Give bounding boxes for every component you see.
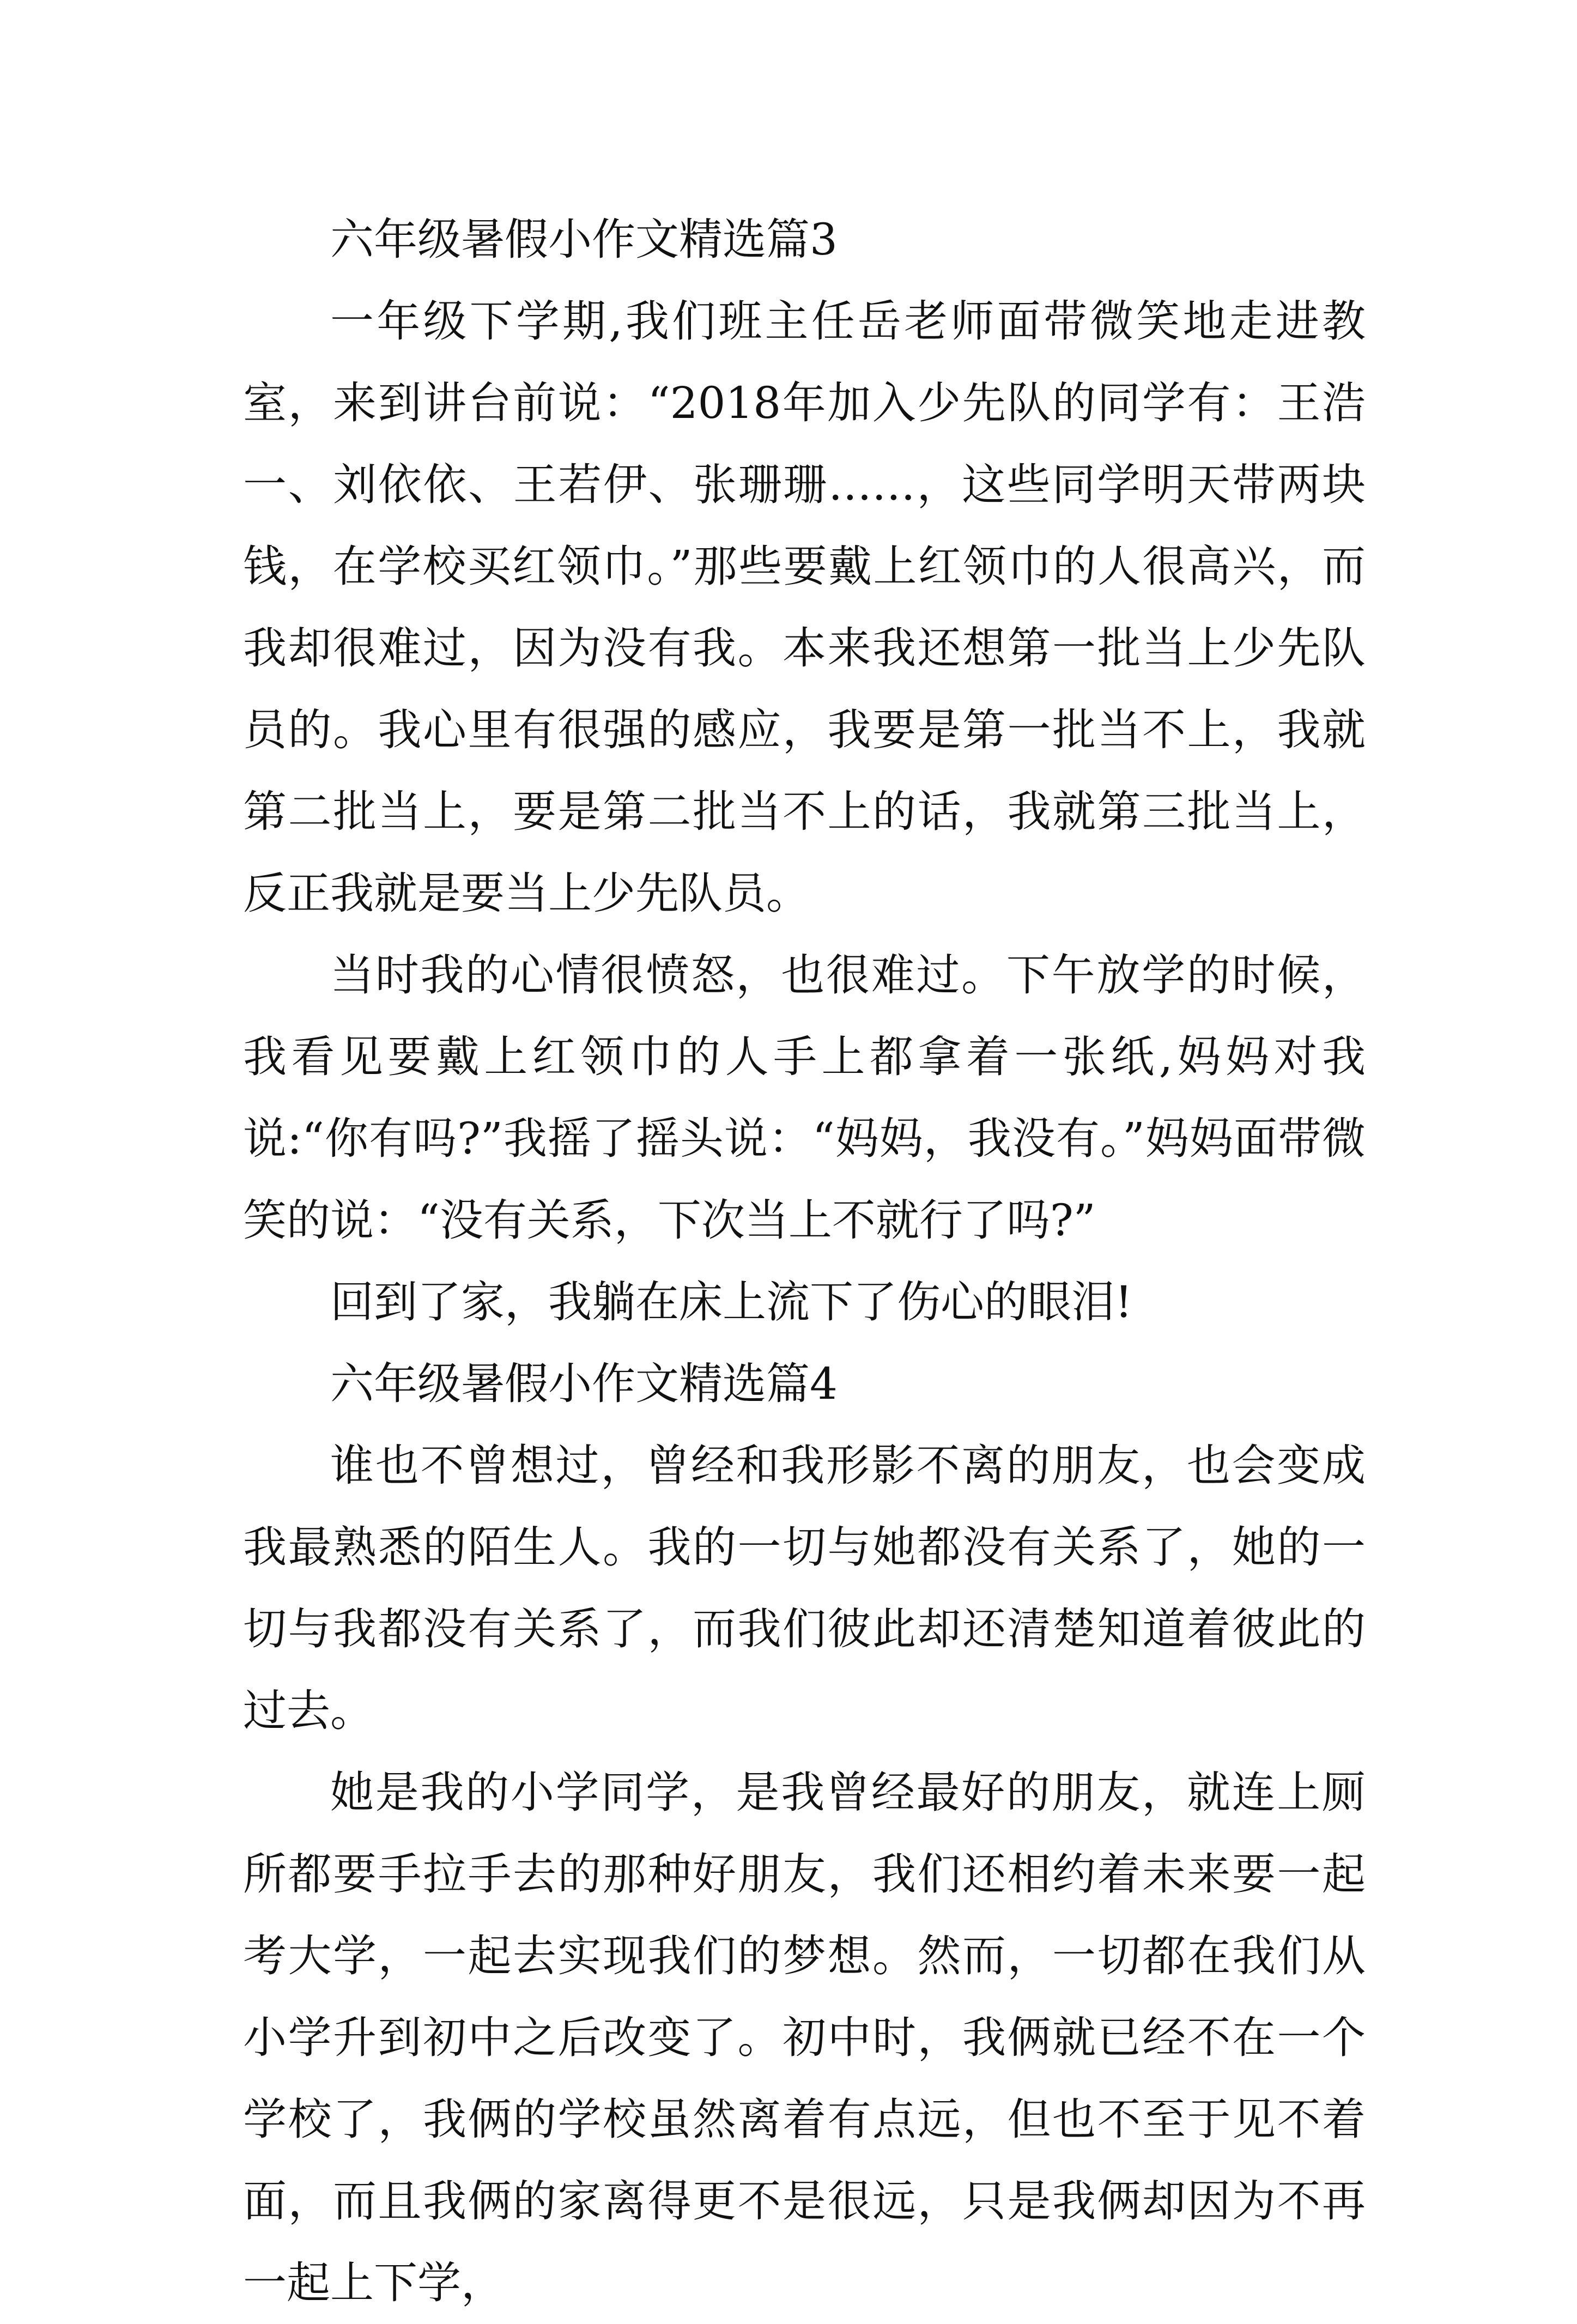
- paragraph: 谁也不曾想过，曾经和我形影不离的朋友，也会变成我最熟悉的陌生人。我的一切与她都没有关系了，她的一切与我都没有关系了，而我们彼此却还清楚知道着彼此的过去。: [243, 1440, 1366, 1736]
- paragraph: 一年级下学期,我们班主任岳老师面带微笑地走进教室，来到讲台前说：“2018年加入少先队的同学有：王浩一、刘依依、王若伊、张珊珊……，这些同学明天带两块钱，在学校买红领巾。”那些要戴上红领巾的人很高兴，而我却很难过，因为没有我。本来我还想第一批当上少先队员的。我心里有很强的感应，我要是第一批当不上，我就第二批当上，要是第二批当不上的话，我就第三批当上，反正我就是要当上少先队员。: [243, 296, 1366, 919]
- section-heading-3: 六年级暑假小作文精选篇3: [330, 214, 838, 265]
- document-body: [243, 199, 1366, 2324]
- section-heading-4: 六年级暑假小作文精选篇4: [330, 1358, 838, 1409]
- paragraph: 当时我的心情很愤怒，也很难过。下午放学的时候，我看见要戴上红领巾的人手上都拿着一张纸,妈妈对我说:“你有吗?”我摇了摇头说：“妈妈，我没有。”妈妈面带微笑的说：“没有关系，下次当上不就行了吗?”: [243, 950, 1366, 1246]
- paragraph: 她是我的小学同学，是我曾经最好的朋友，就连上厕所都要手拉手去的那种好朋友，我们还相约着未来要一起考大学，一起去实现我们的梦想。然而，一切都在我们从小学升到初中之后改变了。初中时，我俩就已经不在一个学校了，我俩的学校虽然离着有点远，但也不至于见不着面，而且我俩的家离得更不是很远，只是我俩却因为不再一起上下学，: [243, 1767, 1366, 2308]
- paragraph: 回到了家，我躺在床上流下了伤心的眼泪!: [330, 1277, 1133, 1327]
